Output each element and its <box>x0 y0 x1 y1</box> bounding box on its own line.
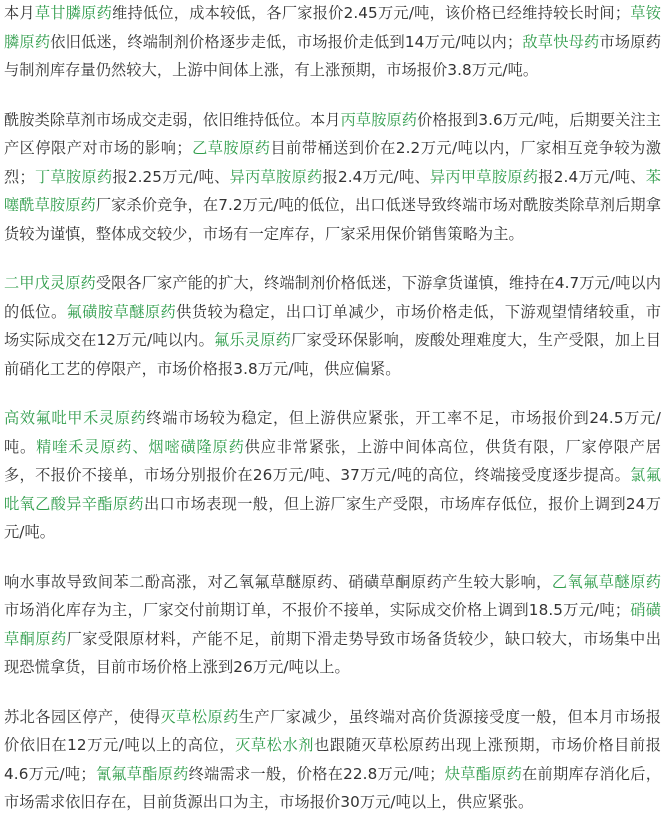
product-name: 苯噻酰草胺原药 <box>4 167 662 214</box>
paragraph-glyphosate-herbicides <box>4 0 661 85</box>
paragraph-amide-herbicides <box>4 106 661 249</box>
product-name: 氰氟草酯原药 <box>95 764 189 783</box>
text-segment: 市场原药与制剂库存量仍然较大，上游中间体上涨，有上涨预期，市场报价3.8万元/吨。 <box>4 32 661 79</box>
product-name: 异丙甲草胺原药 <box>429 167 539 186</box>
text-segment: 受限各厂家产能的扩大，终端制剂价格低迷，下游拿货谨慎，维持在4.7万元/吨以内的低位。 <box>4 274 662 321</box>
product-name: 炔草酯原药 <box>444 764 523 783</box>
text-segment: 本月 <box>4 4 35 22</box>
product-name: 灭草松水剂 <box>235 736 315 754</box>
text-segment: 酰胺类除草剂市场成交走弱，依旧维持低位。本月 <box>4 110 341 129</box>
paragraph-oxyfluorfen-mesotrione <box>4 568 661 682</box>
product-name: 灭草松原药 <box>160 707 239 726</box>
text-segment: 也跟随灭草松原药出现上涨预期，市场价格目前报4.6万元/吨； <box>4 736 661 783</box>
text-segment: 出口市场表现一般，但上游厂家生产受限，市场库存低位，报价上调到24万元/吨。 <box>4 494 661 541</box>
text-segment: 报2.4万元/吨、 <box>538 167 646 186</box>
text-segment: 供应非常紧张，上游中间体高位，供货有限，厂家停限产居多，不报价不接单，市场分别报价在26万元/吨、37万元/吨的高位，终端接受度逐步提高。 <box>4 437 661 484</box>
product-name: 乙氧氟草醚原药 <box>551 572 662 591</box>
paragraph-aryloxy-herbicides <box>4 404 661 547</box>
text-segment: 生产厂家减少，虽终端对高价货源接受度一般，但本月市场报价依旧在12万元/吨以上的高位， <box>4 707 662 754</box>
product-name: 草铵膦原药 <box>4 4 662 51</box>
product-name: 丁草胺原药 <box>34 167 113 186</box>
product-name: 异丙草胺原药 <box>229 167 323 186</box>
product-name: 乙草胺原药 <box>191 139 271 157</box>
text-segment: 厂家受环保影响，废酸处理难度大，生产受限，加上目前硝化工艺的停限产，市场价格报3.8万元/吨，供应偏紧。 <box>4 331 661 378</box>
text-segment: 报2.25万元/吨、 <box>112 167 230 186</box>
product-name: 硝磺草酮原药 <box>4 601 661 648</box>
text-segment: 终端市场较为稳定，但上游供应紧张，开工率不足，市场报价到24.5万元/吨。 <box>4 409 661 456</box>
product-name: 高效氟吡甲禾灵原药 <box>4 409 147 427</box>
text-segment: 依旧低迷，终端制剂价格逐步走低，市场报价走低到14万元/吨以内； <box>50 32 523 51</box>
product-name: 二甲戊灵原药 <box>4 274 96 292</box>
paragraph-dinitroaniline-herbicides <box>4 269 661 383</box>
text-segment: 报2.4万元/吨、 <box>322 167 430 186</box>
text-segment: 厂家杀价竞争，在7.2万元/吨的低位，出口低迷导致终端市场对酰胺类除草剂后期拿货较为谨慎，整体成交较少，市场有一定库存，厂家采用保价销售策略为主。 <box>4 196 662 243</box>
product-name: 氯氟吡氧乙酸异辛酯原药 <box>4 466 662 513</box>
text-segment: 响水事故导致间苯二酚高涨，对乙氧氟草醚原药、硝磺草酮原药产生较大影响， <box>4 572 552 591</box>
product-name: 氟磺胺草醚原药 <box>66 302 177 321</box>
text-segment: 在前期库存消化后，市场需求依旧存在，目前货源出口为主，市场报价30万元/吨以上，供应紧张。 <box>4 764 661 811</box>
product-name: 丙草胺原药 <box>340 110 418 129</box>
text-segment: 目前带桶送到价在2.2万元/吨以内，厂家相互竞争较为激烈； <box>4 139 662 186</box>
text-segment: 市场消化库存为主，厂家交付前期订单，不报价不接单，实际成交价格上调到18.5万元/吨； <box>4 601 631 619</box>
text-segment: 价格报到3.6万元/吨，后期要关注主产区停限产对市场的影响； <box>4 110 662 157</box>
product-name: 草甘膦原药 <box>34 4 113 22</box>
text-segment: 终端需求一般，价格在22.8万元/吨； <box>188 764 445 783</box>
text-segment: 维持低位，成本较低，各厂家报价2.45万元/吨，该价格已经维持较长时间； <box>112 4 631 22</box>
text-segment: 厂家受限原材料，产能不足，前期下滑走势导致市场备货较少，缺口较大，市场集中出现恐慌拿货，目前市场价格上涨到26万元/吨以上。 <box>4 629 661 676</box>
text-segment: 供货较为稳定，出口订单减少，市场价格走低，下游观望情绪较重，市场实际成交在12万元/吨以内。 <box>4 302 661 349</box>
product-name: 氟乐灵原药 <box>214 331 292 349</box>
product-name: 敌草快母药 <box>522 32 600 51</box>
product-name: 精喹禾灵原药、烟嘧磺隆原药 <box>36 437 245 456</box>
paragraph-bentazone-others <box>4 703 661 817</box>
text-segment: 苏北各园区停产，使得 <box>4 707 161 726</box>
